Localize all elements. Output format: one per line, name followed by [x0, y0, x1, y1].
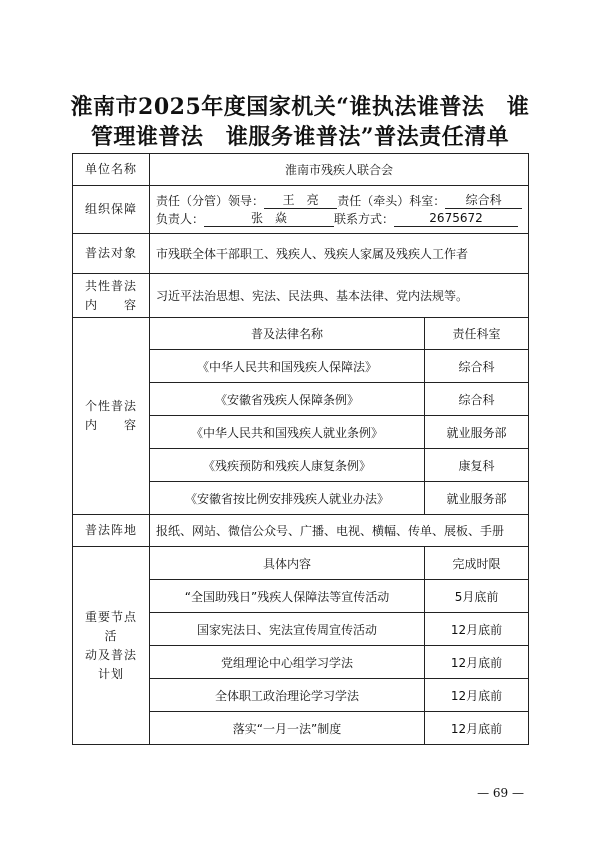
- person-value: 张 焱: [204, 211, 334, 227]
- leader-value: 王 亮: [264, 193, 337, 209]
- plan-content: 落实“一月一法”制度: [150, 712, 425, 745]
- common-label: [73, 274, 150, 318]
- dept-value: 综合科: [445, 193, 522, 209]
- plan-deadline: 12月底前: [425, 679, 529, 712]
- law-name: 《中华人民共和国残疾人就业条例》: [150, 416, 425, 449]
- plan-label: [73, 547, 150, 745]
- title-line-2: 管理谁普法 谁服务谁普法”普法责任清单: [90, 124, 510, 150]
- unit-label: 单位名称: [73, 154, 150, 186]
- plan-label-line1: 重要节点活: [84, 609, 137, 643]
- common-label-line2: 内 容: [84, 297, 137, 312]
- person-label: 负责人：: [156, 212, 205, 226]
- org-label: 组织保障: [73, 186, 150, 234]
- plan-content: 党组理论中心组学习学法: [150, 646, 425, 679]
- plan-deadline: 12月底前: [425, 646, 529, 679]
- target-label: 普法对象: [73, 234, 150, 274]
- dept-header: 责任科室: [425, 318, 529, 350]
- plan-content: “全国助残日”残疾人保障法等宣传活动: [150, 580, 425, 613]
- law-name: 《安徽省按比例安排残疾人就业办法》: [150, 482, 425, 515]
- content-header: 具体内容: [150, 547, 425, 580]
- specific-label-line2: 内 容: [84, 418, 137, 432]
- unit-value: 淮南市残疾人联合会: [150, 154, 529, 186]
- target-value: 市残联全体干部职工、残疾人、残疾人家属及残疾人工作者: [150, 234, 529, 274]
- document-title: [60, 92, 540, 152]
- law-header: 普及法律名称: [150, 318, 425, 350]
- plan-deadline: 12月底前: [425, 712, 529, 745]
- row-target: [73, 234, 529, 274]
- venue-label: 普法阵地: [73, 515, 150, 547]
- law-dept: 综合科: [425, 383, 529, 416]
- specific-label: [73, 318, 150, 515]
- row-venue: [73, 515, 529, 547]
- plan-content: 全体职工政治理论学习学法: [150, 679, 425, 712]
- leader-label: 责任（分管）领导：: [156, 194, 265, 208]
- law-dept: 综合科: [425, 350, 529, 383]
- deadline-header: 完成时限: [425, 547, 529, 580]
- contact-value: 2675672: [394, 211, 518, 227]
- row-common: [73, 274, 529, 318]
- plan-deadline: 5月底前: [425, 580, 529, 613]
- common-label-line1: 共性普法: [84, 278, 137, 293]
- page-number: — 69 —: [477, 786, 524, 800]
- org-details: [150, 186, 529, 234]
- plan-content: 国家宪法日、宪法宣传周宣传活动: [150, 613, 425, 646]
- row-plan-header: [73, 547, 529, 580]
- law-name: 《安徽省残疾人保障条例》: [150, 383, 425, 416]
- contact-label: 联系方式：: [334, 212, 395, 226]
- title-line-1: 淮南市2025年度国家机关“谁执法谁普法 谁: [70, 94, 530, 120]
- row-specific-header: [73, 318, 529, 350]
- venue-value: 报纸、网站、微信公众号、广播、电视、横幅、传单、展板、手册: [150, 515, 529, 547]
- common-value: 习近平法治思想、宪法、民法典、基本法律、党内法规等。: [150, 274, 529, 318]
- row-unit: [73, 154, 529, 186]
- law-name: 《中华人民共和国残疾人保障法》: [150, 350, 425, 383]
- plan-label-line3: 计划: [97, 666, 124, 681]
- law-dept: 就业服务部: [425, 482, 529, 515]
- law-name: 《残疾预防和残疾人康复条例》: [150, 449, 425, 482]
- law-dept: 康复科: [425, 449, 529, 482]
- plan-label-line2: 动及普法: [84, 647, 137, 662]
- plan-deadline: 12月底前: [425, 613, 529, 646]
- law-dept: 就业服务部: [425, 416, 529, 449]
- dept-label: 责任（牵头）科室：: [337, 194, 446, 208]
- specific-label-line1: 个性普法: [84, 399, 137, 413]
- row-org: [73, 186, 529, 234]
- responsibility-table: [72, 153, 529, 745]
